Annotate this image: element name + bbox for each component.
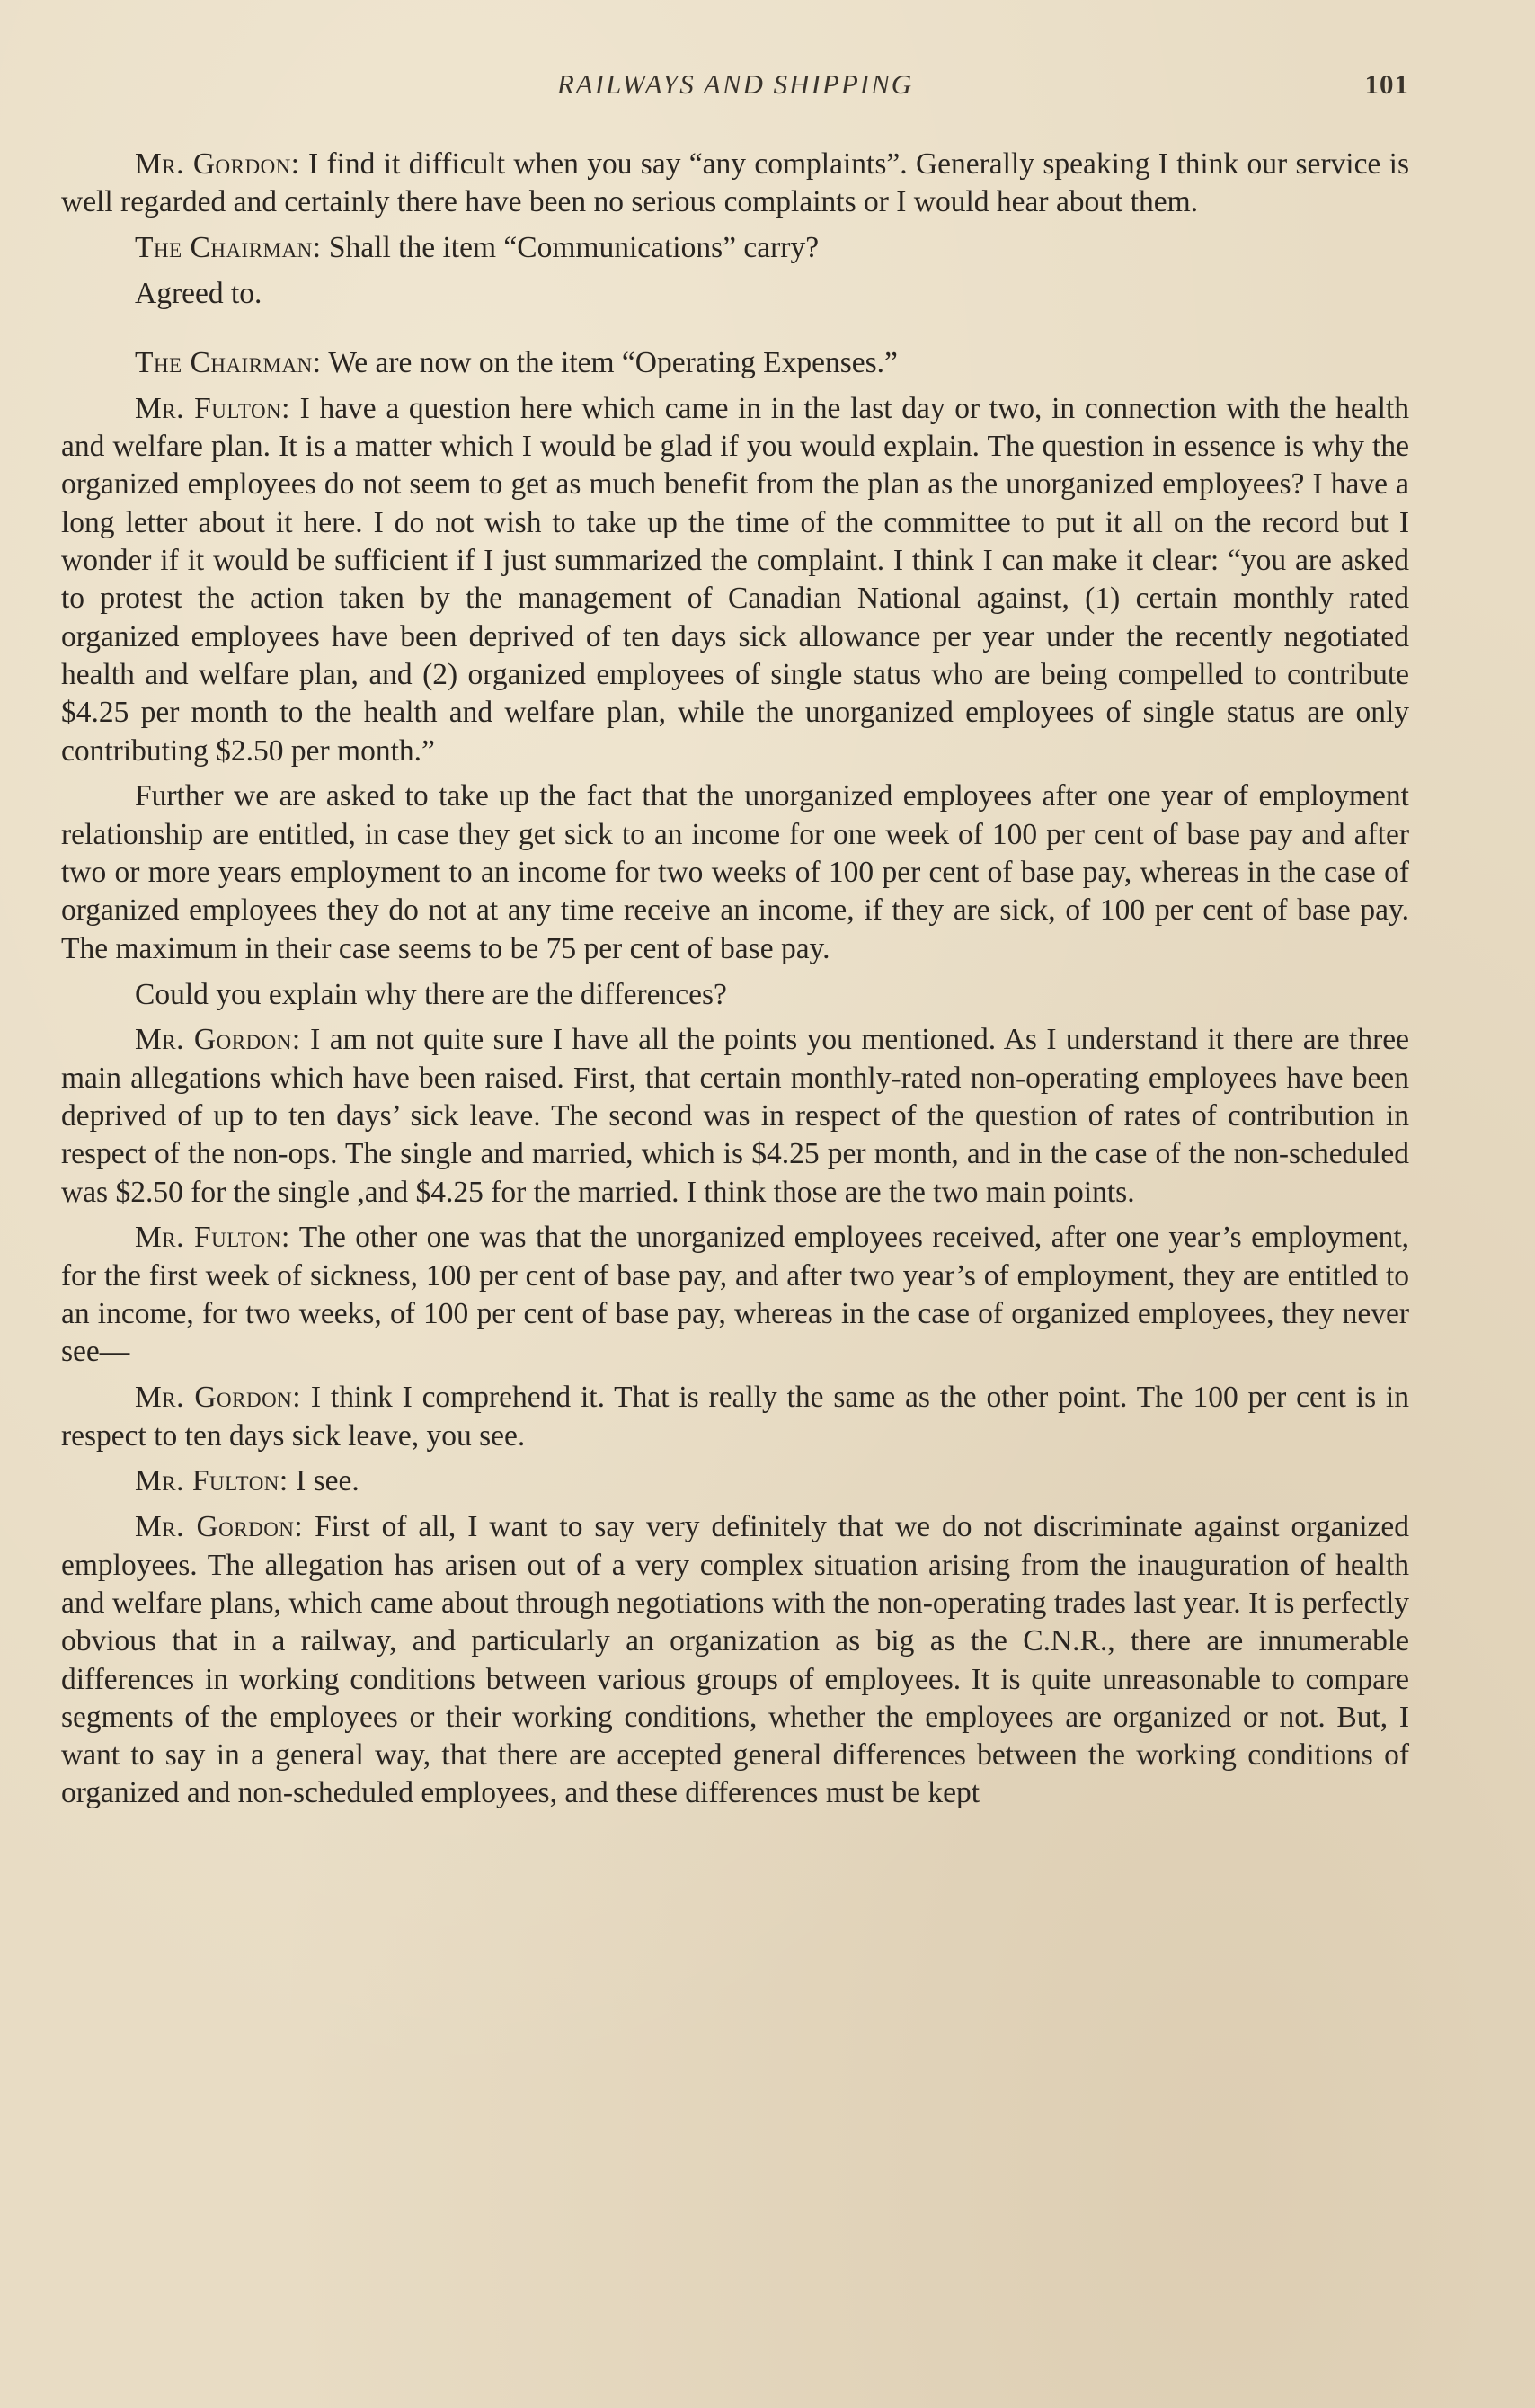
paragraph-text: First of all, I want to say very definitely that we do not discriminate against organized employees. The allegation has arisen out of a very complex situation arising from the inauguration of health and welfare plans, which came about through negotiations with the non-operating trades last year. It is perfectly obvious that in a railway, and particularly an organization as big as the C.N.R., there are innumerable differences in working conditions between various groups of employees. It is quite unreasonable to compare segments of the employees or their working conditions, whether the employees are organized or not. But, I want to say in a general way, that there are accepted general differences between the working conditions of organized and non-scheduled employees, and these differences must be kept bbox=[61, 1510, 1409, 1810]
paragraph-text: The other one was that the unorganized employees received, after one year’s employment, for the first week of sickness, 100 per cent of base pay, and after two year’s of employment, they are entitled to an income, for two weeks, of 100 per cent of base pay, whereas in the case of organized employees, they never see— bbox=[61, 1221, 1409, 1369]
paragraph-text: Further we are asked to take up the fact that the unorganized employees after one year of employment relationship are entitled, in case they get sick to an income for one week of 100 per cent of base pay and after two or more years employment to an income for two weeks of 100 per cent of base pay, whereas in the case of organized employees they do not at any time receive an income, if they are sick, of 100 per cent of base pay. The maximum in their case seems to be 75 per cent of base pay. bbox=[61, 779, 1409, 965]
paragraph bbox=[61, 1219, 1409, 1371]
paragraph-text: I see. bbox=[288, 1464, 359, 1498]
paragraph-text: We are now on the item “Operating Expenses.” bbox=[321, 345, 898, 379]
running-head: RAILWAYS AND SHIPPING bbox=[556, 68, 914, 100]
page-number: 101 bbox=[1364, 68, 1409, 100]
paragraph-text: I find it difficult when you say “any complaints”. Generally speaking I think our service is well regarded and certainly there have been no serious complaints or I would hear about them. bbox=[61, 147, 1409, 219]
paragraph bbox=[61, 976, 1409, 1014]
paragraph-text: I think I comprehend it. That is really the same as the other point. The 100 per cent is in respect to ten days sick leave, you see. bbox=[61, 1381, 1409, 1453]
paragraph-gap bbox=[61, 321, 1409, 344]
paragraph-text: Could you explain why there are the differences? bbox=[135, 977, 727, 1011]
paragraph bbox=[61, 229, 1409, 267]
speaker-name: Mr. Fulton: bbox=[135, 1464, 288, 1498]
speaker-name: Mr. Gordon: bbox=[135, 1381, 302, 1415]
page-header bbox=[61, 68, 1409, 113]
paragraph-text: I have a question here which came in in the last day or two, in connection with the health and welfare plan. It is a matter which I would be glad if you would explain. The question in essence is why the organized employees do not seem to get as much benefit from the plan as the unorganized employees? I have a long letter about it here. I do not wish to take up the time of the committee to put it all on the record but I wonder if it would be sufficient if I just summarized the complaint. I think I can make it clear: “you are asked to protest the action taken by the management of Canadian National against, (1) certain monthly rated organized employees have been deprived of ten days sick allowance per year under the recently negotiated health and welfare plan, and (2) organized employees of single status who are being compelled to contribute $4.25 per month to the health and welfare plan, while the unorganized employees of single status are only contributing $2.50 per month.” bbox=[61, 391, 1410, 768]
paragraph bbox=[61, 344, 1409, 382]
speaker-name: Mr. Fulton: bbox=[135, 391, 290, 425]
speaker-name: Mr. Fulton: bbox=[135, 1221, 290, 1255]
paragraph bbox=[61, 1379, 1409, 1455]
paragraph bbox=[61, 275, 1409, 313]
paragraph-text: Agreed to. bbox=[135, 277, 262, 311]
speaker-name: The Chairman: bbox=[135, 345, 322, 379]
body-text bbox=[61, 146, 1409, 1820]
paragraph bbox=[61, 390, 1409, 770]
paragraph bbox=[61, 1021, 1409, 1211]
speaker-name: Mr. Gordon: bbox=[135, 147, 300, 181]
paragraph bbox=[61, 1462, 1409, 1500]
paragraph bbox=[61, 146, 1409, 222]
paragraph bbox=[61, 1508, 1409, 1812]
speaker-name: Mr. Gordon: bbox=[135, 1023, 301, 1057]
speaker-name: The Chairman: bbox=[135, 231, 322, 265]
speaker-name: Mr. Gordon: bbox=[135, 1510, 304, 1544]
paragraph-text: Shall the item “Communications” carry? bbox=[321, 231, 820, 265]
paragraph-text: I am not quite sure I have all the points you mentioned. As I understand it there are three main allegations which have been raised. First, that certain monthly-rated non-operating employees have been deprived of up to ten days’ sick leave. The second was in respect of the question of rates of contribution in respect of the non-ops. The single and married, which is $4.25 per month, and in the case of the non-scheduled was $2.50 for the single ,and $4.25 for the married. I think those are the two main points. bbox=[61, 1023, 1409, 1209]
paragraph bbox=[61, 777, 1409, 967]
